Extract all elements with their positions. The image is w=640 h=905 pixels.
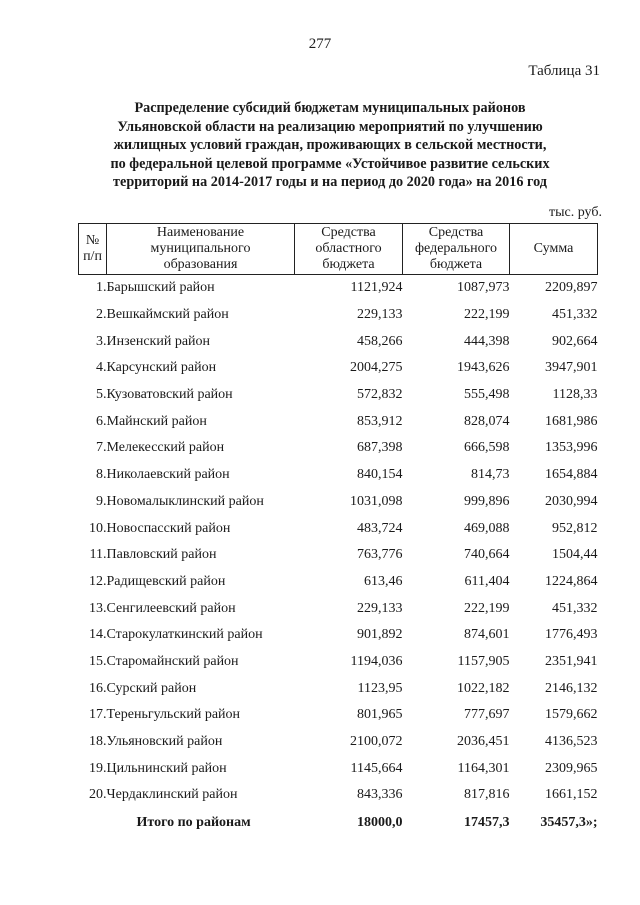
sum-funds: 1128,33	[552, 387, 598, 403]
title-line: Распределение субсидий бюджетам муниципальных районов	[134, 100, 526, 116]
row-number: 15.	[89, 653, 107, 669]
row-number: 1.	[96, 280, 107, 296]
row-number: 2.	[96, 307, 107, 323]
header-sum	[510, 224, 598, 275]
table-body	[79, 275, 598, 837]
sum-funds: 2351,941	[545, 653, 598, 669]
regional-funds: 901,892	[357, 627, 403, 643]
title-line: по федеральной целевой программе «Устойчивое развитие сельских	[110, 155, 550, 172]
regional-funds: 229,133	[357, 307, 403, 323]
sum-funds: 2309,965	[545, 760, 598, 776]
sum-funds: 1776,493	[545, 627, 598, 643]
federal-funds: 1022,182	[457, 680, 510, 696]
table-row	[79, 702, 598, 729]
table-row	[79, 462, 598, 489]
title-line: жилищных условий граждан, проживающих в сельской местности,	[113, 137, 547, 154]
table-row	[79, 355, 598, 382]
table-row	[79, 755, 598, 782]
federal-funds: 2036,451	[457, 734, 510, 750]
title-line: Ульяновской области на реализацию мероприятий по улучшению	[117, 118, 543, 135]
header-line: муниципального	[150, 241, 251, 256]
federal-funds: 1943,626	[457, 360, 510, 376]
sum-funds: 2030,994	[545, 493, 598, 509]
district-name: Тереньгульский район	[106, 707, 241, 723]
regional-funds: 843,336	[357, 787, 403, 803]
district-name: Новоспасский район	[106, 520, 231, 536]
row-number: 14.	[89, 627, 107, 643]
sum-funds: 451,332	[552, 600, 598, 616]
header-line: Средства	[321, 225, 376, 240]
district-name: Вешкаймский район	[106, 307, 229, 323]
row-number: 17.	[89, 707, 107, 723]
row-number: 20.	[89, 787, 107, 803]
district-name: Павловский район	[106, 547, 217, 563]
sum-funds: 4136,523	[545, 734, 598, 750]
table-row	[79, 622, 598, 649]
regional-funds: 229,133	[357, 600, 403, 616]
row-number: 19.	[89, 760, 107, 776]
row-number: 13.	[89, 600, 107, 616]
row-number: 4.	[96, 360, 107, 376]
total-label: Итого по районам	[136, 814, 251, 830]
table-label: Таблица 31	[528, 63, 600, 79]
total-number-cell	[79, 809, 107, 837]
table-row	[79, 542, 598, 569]
regional-funds: 687,398	[357, 440, 403, 456]
district-name: Барышский район	[106, 280, 215, 296]
header-regional	[295, 224, 403, 275]
document-title	[60, 99, 600, 192]
sum-funds: 1661,152	[545, 787, 598, 803]
row-number: 10.	[89, 520, 107, 536]
row-number: 12.	[89, 573, 107, 589]
sum-funds: 1504,44	[552, 547, 598, 563]
district-name: Инзенский район	[106, 333, 211, 349]
header-number	[79, 224, 107, 275]
district-name: Ульяновский район	[106, 734, 223, 750]
regional-funds: 801,965	[357, 707, 403, 723]
federal-funds: 874,601	[464, 627, 510, 643]
regional-funds: 1145,664	[350, 760, 403, 776]
total-regional: 18000,0	[357, 814, 403, 830]
table-row	[79, 729, 598, 756]
row-number: 18.	[89, 734, 107, 750]
row-number: 9.	[96, 493, 107, 509]
table-row	[79, 569, 598, 596]
header-name	[107, 224, 295, 275]
table-row	[79, 328, 598, 355]
header-line: Средства	[428, 225, 484, 240]
district-name: Майнский район	[106, 413, 207, 429]
page-number: 277	[308, 36, 332, 52]
district-name: Радищевский район	[106, 573, 226, 589]
row-number: 7.	[96, 440, 107, 456]
total-sum: 35457,3»;	[540, 814, 598, 830]
federal-funds: 1164,301	[457, 760, 510, 776]
district-name: Старокулаткинский район	[106, 627, 263, 643]
row-number: 8.	[96, 467, 107, 483]
sum-funds: 1654,884	[545, 467, 598, 483]
table-header-row	[79, 224, 598, 275]
sum-funds: 451,332	[552, 307, 598, 323]
district-name: Мелекесский район	[106, 440, 225, 456]
table-row	[79, 382, 598, 409]
row-number: 3.	[96, 333, 107, 349]
federal-funds: 1157,905	[457, 653, 510, 669]
regional-funds: 572,832	[357, 387, 403, 403]
sum-funds: 952,812	[552, 520, 598, 536]
federal-funds: 611,404	[464, 573, 510, 589]
table-row	[79, 515, 598, 542]
regional-funds: 1123,95	[357, 680, 403, 696]
federal-funds: 817,816	[464, 787, 510, 803]
regional-funds: 483,724	[357, 520, 403, 536]
table-row	[79, 302, 598, 329]
district-name: Сурский район	[106, 680, 197, 696]
regional-funds: 763,776	[357, 547, 403, 563]
row-number: 6.	[96, 413, 107, 429]
header-line: федерального	[414, 241, 498, 256]
regional-funds: 458,266	[357, 333, 403, 349]
row-number: 11.	[89, 547, 107, 563]
regional-funds: 1194,036	[350, 653, 403, 669]
federal-funds: 740,664	[464, 547, 510, 563]
header-line: образования	[163, 257, 238, 272]
header-line: №	[85, 233, 100, 248]
row-number: 5.	[96, 387, 107, 403]
district-name: Кузоватовский район	[106, 387, 233, 403]
sum-funds: 2209,897	[545, 280, 598, 296]
table-row	[79, 649, 598, 676]
sum-funds: 902,664	[552, 333, 598, 349]
sum-funds: 3947,901	[545, 360, 598, 376]
federal-funds: 814,73	[471, 467, 510, 483]
sum-funds: 1579,662	[545, 707, 598, 723]
header-line: п/п	[83, 249, 102, 264]
sum-funds: 1353,996	[545, 440, 598, 456]
sum-funds: 1224,864	[545, 573, 598, 589]
federal-funds: 666,598	[464, 440, 510, 456]
table-row	[79, 489, 598, 516]
header-line: бюджета	[322, 257, 375, 272]
total-federal: 17457,3	[464, 814, 510, 830]
regional-funds: 2100,072	[350, 734, 403, 750]
table-row	[79, 435, 598, 462]
federal-funds: 222,199	[464, 600, 510, 616]
total-row	[79, 809, 598, 837]
sum-funds: 1681,986	[545, 413, 598, 429]
table-row	[79, 782, 598, 809]
federal-funds: 469,088	[464, 520, 510, 536]
federal-funds: 1087,973	[457, 280, 510, 296]
regional-funds: 1121,924	[350, 280, 403, 296]
header-federal	[403, 224, 510, 275]
district-name: Старомайнский район	[106, 653, 239, 669]
district-name: Карсунский район	[106, 360, 217, 376]
table-row	[79, 408, 598, 435]
header-line: бюджета	[429, 257, 483, 272]
regional-funds: 840,154	[357, 467, 403, 483]
federal-funds: 555,498	[464, 387, 510, 403]
row-number: 16.	[89, 680, 107, 696]
table-row	[79, 275, 598, 302]
subsidy-table	[78, 223, 598, 837]
federal-funds: 444,398	[464, 333, 510, 349]
header-line: областного	[315, 241, 382, 256]
regional-funds: 853,912	[357, 413, 403, 429]
district-name: Новомалыклинский район	[106, 493, 264, 509]
district-name: Николаевский район	[106, 467, 230, 483]
district-name: Цильнинский район	[106, 760, 227, 776]
regional-funds: 613,46	[364, 573, 403, 589]
federal-funds: 828,074	[464, 413, 510, 429]
district-name: Чердаклинский район	[106, 787, 238, 803]
federal-funds: 222,199	[464, 307, 510, 323]
units-label: тыс. руб.	[549, 205, 602, 220]
header-line: Сумма	[533, 241, 574, 256]
table-row	[79, 675, 598, 702]
sum-funds: 2146,132	[545, 680, 598, 696]
title-line: территорий на 2014-2017 годы и на период до 2020 года» на 2016 год	[113, 174, 547, 191]
district-name: Сенгилеевский район	[106, 600, 236, 616]
federal-funds: 999,896	[464, 493, 510, 509]
federal-funds: 777,697	[464, 707, 510, 723]
regional-funds: 2004,275	[350, 360, 403, 376]
header-line: Наименование	[156, 225, 245, 240]
regional-funds: 1031,098	[350, 493, 403, 509]
table-row	[79, 595, 598, 622]
